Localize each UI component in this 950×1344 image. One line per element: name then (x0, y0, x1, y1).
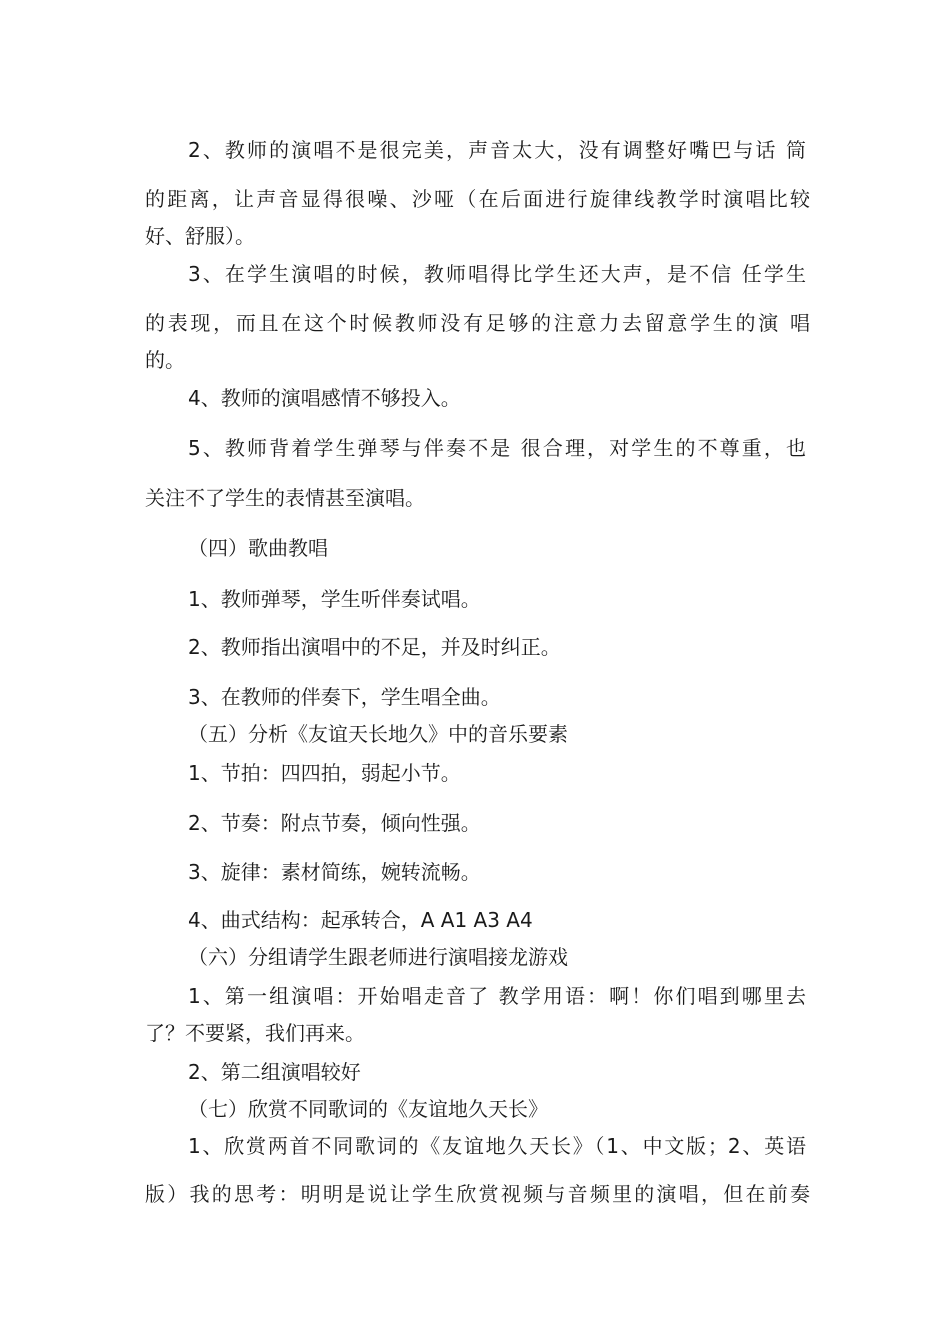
text-line: 2、教师的演唱不是很完美，声音太大，没有调整好嘴巴与话 筒 (188, 138, 806, 162)
text-line: 2、节奏：附点节奏，倾向性强。 (188, 811, 481, 835)
section-heading: （六）分组请学生跟老师进行演唱接龙游戏 (188, 945, 568, 969)
text-line: 2、第二组演唱较好 (188, 1060, 361, 1084)
text-line: 1、教师弹琴，学生听伴奏试唱。 (188, 587, 481, 611)
text-line: 4、教师的演唱感情不够投入。 (188, 386, 461, 410)
text-line: 3、在教师的伴奏下，学生唱全曲。 (188, 685, 501, 709)
text-line: 的。 (145, 348, 185, 372)
text-line: 的表现，而且在这个时候教师没有足够的注意力去留意学生的演 唱 (145, 311, 810, 335)
section-heading: （七）欣赏不同歌词的《友谊地久天长》 (188, 1097, 548, 1121)
text-line: 4、曲式结构：起承转合，A A1 A3 A4 (188, 908, 533, 932)
text-line: 5、教师背着学生弹琴与伴奏不是 很合理，对学生的不尊重，也 (188, 436, 806, 460)
text-line: 关注不了学生的表情甚至演唱。 (145, 486, 425, 510)
text-line: 1、第一组演唱：开始唱走音了 教学用语：啊！你们唱到哪里去 (188, 984, 806, 1008)
text-line: 版）我的思考：明明是说让学生欣赏视频与音频里的演唱，但在前奏 (145, 1182, 810, 1206)
text-line: 3、旋律：素材简练，婉转流畅。 (188, 860, 481, 884)
text-line: 1、节拍：四四拍，弱起小节。 (188, 761, 461, 785)
text-line: 了？不要紧，我们再来。 (145, 1021, 365, 1045)
text-line: 好、舒服）。 (145, 224, 255, 248)
text-line: 3、在学生演唱的时候，教师唱得比学生还大声，是不信 任学生 (188, 262, 806, 286)
section-heading: （四）歌曲教唱 (188, 536, 328, 560)
text-line: 的距离，让声音显得很噪、沙哑（在后面进行旋律线教学时演唱比较 (145, 187, 810, 211)
text-line: 1、欣赏两首不同歌词的《友谊地久天长》（1、中文版；2、英语 (188, 1134, 806, 1158)
section-heading: （五）分析《友谊天长地久》中的音乐要素 (188, 722, 568, 746)
text-line: 2、教师指出演唱中的不足，并及时纠正。 (188, 635, 561, 659)
